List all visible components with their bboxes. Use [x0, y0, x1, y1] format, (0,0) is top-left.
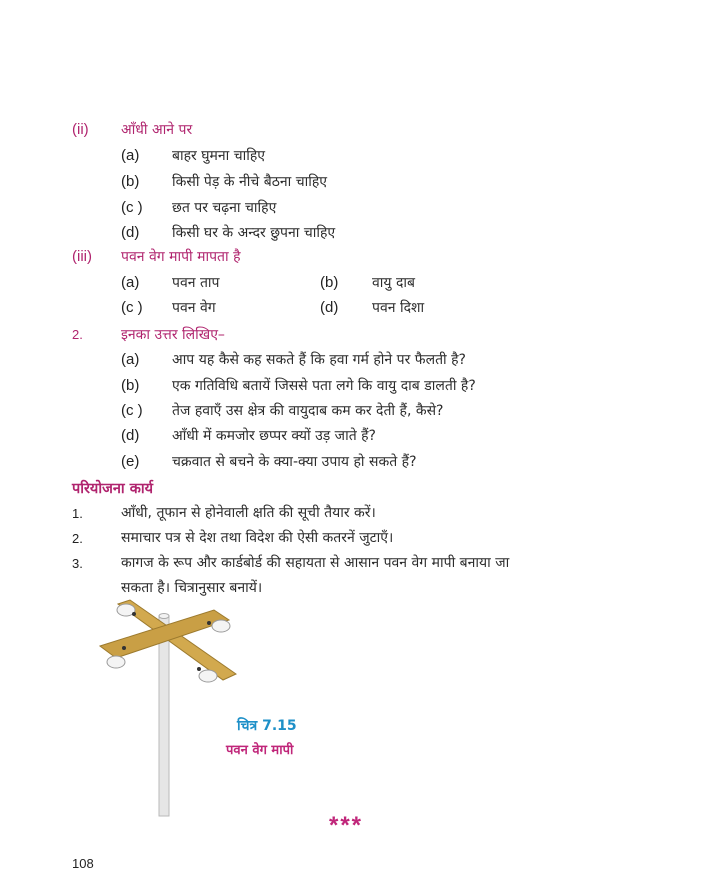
option-label: (d)	[121, 224, 140, 241]
item-label: (e)	[121, 453, 140, 470]
list-item: आँधी, तूफान से होनेवाली क्षति की सूची तैयार करें।	[121, 505, 376, 521]
item-text: आप यह कैसे कह सकते हैं कि हवा गर्म होने पर फैलती है?	[172, 352, 466, 368]
end-stars: ***	[329, 812, 364, 839]
item-text: चक्रवात से बचने के क्या-क्या उपाय हो सकते हैं?	[172, 454, 417, 470]
item-text: तेज हवाएँ उस क्षेत्र की वायुदाब कम कर देती हैं, कैसे?	[172, 403, 444, 419]
option-text: बाहर घुमना चाहिए	[172, 148, 266, 164]
pole-cap	[159, 614, 169, 619]
anemometer-illustration	[96, 596, 346, 826]
list-number: 1.	[72, 506, 83, 521]
list-number: 2.	[72, 531, 83, 546]
figure-caption: पवन वेग मापी	[226, 743, 294, 758]
option-label: (c )	[121, 299, 143, 316]
item-label: (d)	[121, 427, 140, 444]
pin	[132, 612, 136, 616]
question-text: इनका उत्तर लिखिए–	[121, 327, 225, 343]
option-label: (a)	[121, 274, 140, 291]
list-item: समाचार पत्र से देश तथा विदेश की ऐसी कतरनें जुटाएँ।	[121, 530, 394, 546]
pin	[207, 621, 211, 625]
cup	[199, 670, 217, 682]
pin	[122, 646, 126, 650]
option-label: (b)	[121, 173, 140, 190]
option-text: पवन ताप	[172, 275, 220, 291]
item-label: (c )	[121, 402, 143, 419]
question-number: (iii)	[72, 248, 92, 265]
option-text: किसी घर के अन्दर छुपना चाहिए	[172, 225, 336, 241]
question-text: आँधी आने पर	[121, 122, 193, 138]
item-label: (a)	[121, 351, 140, 368]
page-number: 108	[72, 856, 94, 871]
item-text: एक गतिविधि बतायें जिससे पता लगे कि वायु दाब डालती है?	[172, 378, 476, 394]
list-item-continued: सकता है। चित्रानुसार बनायें।	[121, 580, 263, 596]
question-number: 2.	[72, 327, 83, 342]
option-label: (d)	[320, 299, 339, 316]
item-text: आँधी में कमजोर छप्पर क्यों उड़ जाते हैं?	[172, 428, 376, 444]
cup	[212, 620, 230, 632]
question-number: (ii)	[72, 121, 89, 138]
figure-number: चित्र 7.15	[237, 718, 297, 734]
question-text: पवन वेग मापी मापता है	[121, 249, 241, 265]
option-text: पवन दिशा	[372, 300, 425, 316]
list-number: 3.	[72, 556, 83, 571]
option-label: (a)	[121, 147, 140, 164]
option-text: किसी पेड़ के नीचे बैठना चाहिए	[172, 174, 328, 190]
option-text: पवन वेग	[172, 300, 216, 316]
option-text: वायु दाब	[372, 275, 416, 291]
option-label: (c )	[121, 199, 143, 216]
pin	[197, 667, 201, 671]
option-label: (b)	[320, 274, 339, 291]
section-heading: परियोजना कार्य	[72, 481, 153, 497]
pole	[159, 616, 169, 816]
option-text: छत पर चढ़ना चाहिए	[172, 200, 277, 216]
item-label: (b)	[121, 377, 140, 394]
list-item: कागज के रूप और कार्डबोर्ड की सहायता से आसान पवन वेग मापी बनाया जा	[121, 555, 510, 571]
cup	[107, 656, 125, 668]
